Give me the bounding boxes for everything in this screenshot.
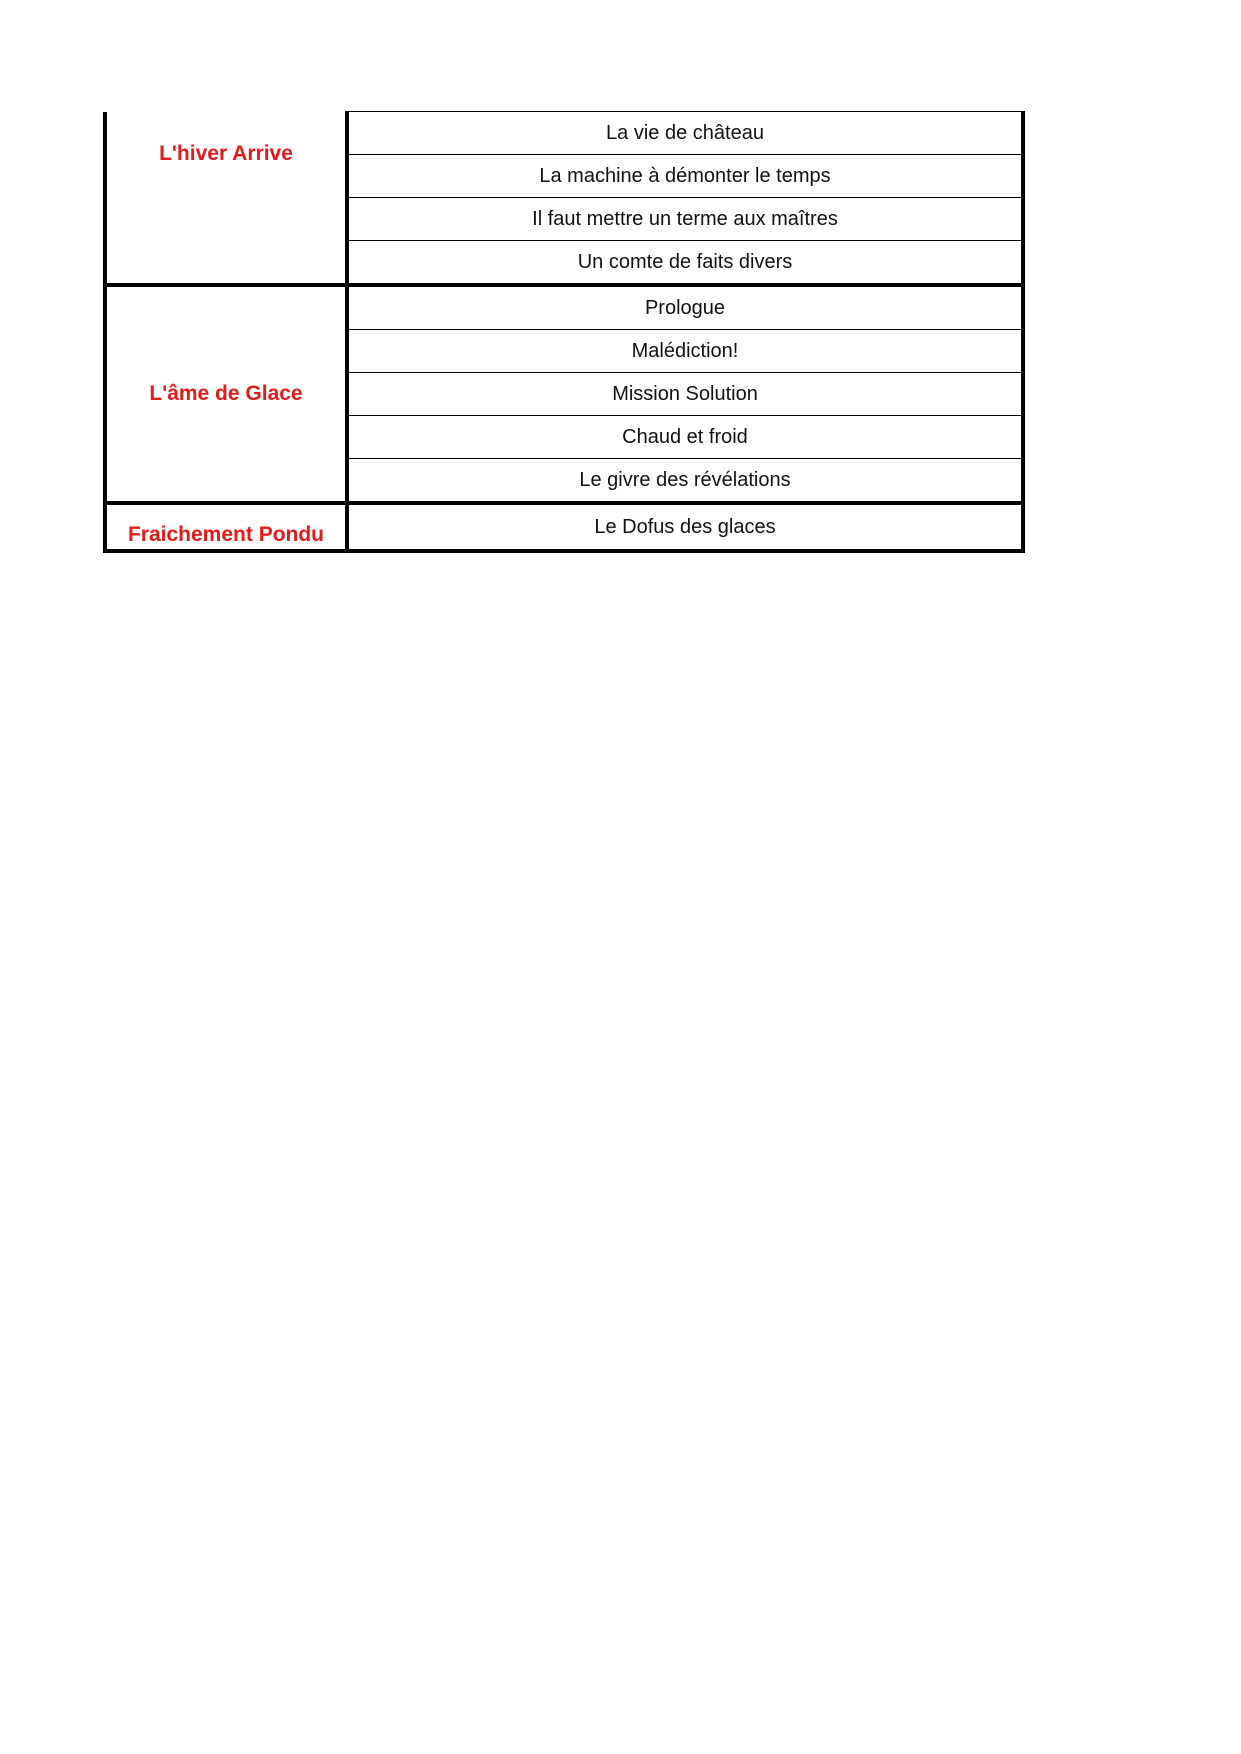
group-cell-hiver-arrive <box>105 112 347 286</box>
quest-name: Chaud et froid <box>622 425 748 448</box>
group-title: Fraichement Pondu <box>127 523 325 546</box>
group-title: L'âme de Glace <box>149 382 303 405</box>
quest-name: Le Dofus des glaces <box>594 515 776 538</box>
quest-name: Il faut mettre un terme aux maîtres <box>532 207 838 230</box>
quest-cell <box>347 241 1023 286</box>
quest-cell <box>347 373 1023 416</box>
quest-cell <box>347 112 1023 155</box>
quest-cell <box>347 459 1023 504</box>
table-row <box>105 285 1023 330</box>
table-row <box>105 503 1023 551</box>
group-title: L'hiver Arrive <box>159 141 293 165</box>
quest-table <box>103 111 1025 553</box>
quest-name: La vie de château <box>606 121 764 144</box>
quest-cell <box>347 155 1023 198</box>
quest-name: Malédiction! <box>631 339 739 362</box>
quest-name: Prologue <box>644 296 726 319</box>
quest-cell <box>347 330 1023 373</box>
quest-cell <box>347 416 1023 459</box>
quest-name: Un comte de faits divers <box>577 250 793 273</box>
quest-name: La machine à démonter le temps <box>539 164 831 187</box>
quest-name: Mission Solution <box>612 382 758 405</box>
quest-cell <box>347 503 1023 551</box>
quest-sheet <box>103 111 1021 553</box>
quest-cell <box>347 198 1023 241</box>
quest-name: Le givre des révélations <box>579 468 791 491</box>
table-row <box>105 112 1023 155</box>
group-cell-ame-de-glace <box>105 285 347 503</box>
quest-cell <box>347 285 1023 330</box>
group-cell-fraichement-pondu <box>105 503 347 551</box>
